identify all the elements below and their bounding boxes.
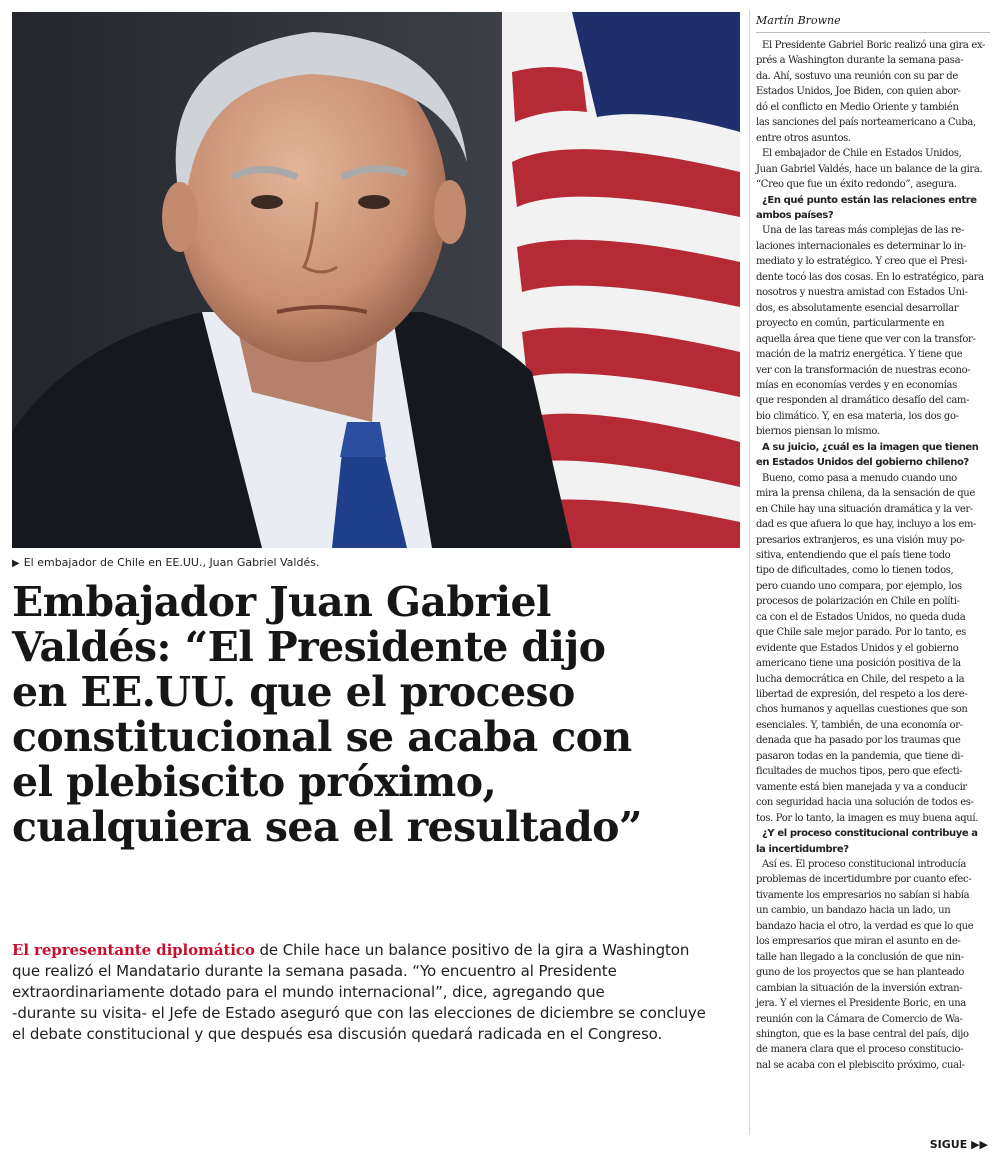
headline-line: Embajador Juan Gabriel — [12, 578, 551, 626]
text-line: Una de las tareas más complejas de las re- — [762, 225, 965, 237]
text-line: prés a Washington durante la semana pasa- — [756, 55, 964, 67]
text-line: “Creo que fue un éxito redondo”, asegura. — [756, 179, 957, 191]
text-line: Bueno, como pasa a menudo cuando uno — [762, 472, 957, 484]
text-line: da. Ahí, sostuvo una reunión con su par de — [756, 70, 958, 82]
headline-line: en EE.UU. que el proceso — [12, 668, 575, 716]
text-line: talle han llegado a la conclusión de que nin- — [756, 951, 964, 963]
lead-paragraph — [12, 940, 740, 1045]
article-paragraph — [756, 146, 990, 192]
text-line: ver con la transformación de nuestras econo- — [756, 364, 971, 376]
lead-line: extraordinariamente dotado para el mundo internacional”, dice, agregando que — [12, 983, 605, 1001]
portrait-photo — [12, 12, 740, 548]
interview-question — [756, 440, 990, 471]
text-line: evidente que Estados Unidos y el gobierno — [756, 642, 959, 654]
text-line: americano tiene una posición positiva de la — [756, 658, 961, 670]
text-line: shington, que es la base central del país, dijo — [756, 1029, 969, 1040]
text-line: nal se acaba con el plebiscito próximo, cual- — [756, 1059, 965, 1071]
text-line: con seguridad hacia una solución de todos es- — [756, 797, 974, 809]
text-line: las sanciones del país norteamericano a Cuba, — [756, 117, 976, 129]
text-line: tivamente los empresarios no sabían si había — [756, 889, 970, 901]
text-line: guno de los proyectos que se han planteado — [756, 967, 965, 979]
text-line: pero cuando uno compara, por ejemplo, los — [756, 580, 962, 592]
article-paragraph — [756, 471, 990, 826]
interview-question — [756, 193, 990, 224]
text-line: Así es. El proceso constitucional introducía — [762, 859, 966, 871]
byline: Martín Browne — [756, 14, 990, 33]
text-line: bandazo hacia el otro, la verdad es que lo que — [756, 920, 974, 932]
text-line: en Estados Unidos del gobierno chileno? — [756, 457, 969, 469]
text-line: ficultades de muchos tipos, pero que efecti- — [756, 766, 963, 778]
text-line: dos, es absolutamente esencial desarrollar — [756, 302, 959, 314]
text-line: tos. Por lo tanto, la imagen es muy buena aquí. — [756, 812, 979, 824]
text-line: dó el conflicto en Medio Oriente y también — [756, 101, 959, 113]
text-line: la incertidumbre? — [756, 843, 849, 855]
text-line: los empresarios que miran el asunto en de- — [756, 936, 961, 948]
text-line: mediato y lo estratégico. Y creo que el Presi- — [756, 256, 968, 268]
text-line: pasaron todas en la pandemia, que tiene di- — [756, 750, 964, 762]
text-line: esenciales. Y, también, de una economía or- — [756, 719, 963, 731]
continue-marker: SIGUE ▶▶ — [929, 1138, 988, 1151]
text-line: sitiva, entendiendo que el país tiene todo — [756, 549, 951, 561]
text-line: reunión con la Cámara de Comercio de Wa- — [756, 1013, 963, 1025]
text-line: El Presidente Gabriel Boric realizó una gira ex- — [762, 40, 986, 51]
headline-line: el plebiscito próximo, — [12, 758, 497, 806]
column-divider — [749, 10, 750, 1135]
headline-line: Valdés: “El Presidente dijo — [12, 623, 606, 671]
text-line: procesos de polarización en Chile en políti- — [756, 596, 960, 608]
text-line: libertad de expresión, del respeto a los dere- — [756, 689, 968, 701]
headline-line: constitucional se acaba con — [12, 713, 632, 761]
text-line: dente tocó las dos cosas. En lo estratégico, para — [756, 271, 984, 283]
text-line: en Chile hay una situación dramática y la ver- — [756, 503, 973, 515]
text-line: un cambio, un bandazo hacia un lado, un — [756, 905, 951, 917]
text-line: chos humanos y aquellas cuestiones que son — [756, 704, 968, 716]
text-line: presarios extranjeros, es una visión muy po- — [756, 534, 965, 546]
photo-caption — [12, 556, 740, 569]
text-line: A su juicio, ¿cuál es la imagen que tienen — [762, 441, 979, 453]
article-paragraph — [756, 223, 990, 439]
caption-text: El embajador de Chile en EE.UU., Juan Gabriel Valdés. — [23, 556, 320, 569]
text-line: vamente está bien manejada y va a conducir — [756, 781, 967, 793]
lead-kicker: El representante diplomático — [12, 941, 255, 959]
article-column — [756, 38, 990, 1073]
caption-marker-icon: ▶ — [12, 558, 20, 569]
text-line: bio climático. Y, en esa materia, los dos go- — [756, 410, 959, 422]
lead-line: -durante su visita- el Jefe de Estado aseguró que con las elecciones de diciembre se concluye — [12, 1004, 706, 1022]
text-line: ca con el de Estados Unidos, no queda duda — [756, 611, 966, 623]
text-line: Juan Gabriel Valdés, hace un balance de la gira. — [756, 163, 983, 175]
text-line: tipo de dificultades, como lo tienen todos, — [756, 565, 954, 577]
interview-question — [756, 826, 990, 857]
text-line: ¿Y el proceso constitucional contribuye a — [762, 828, 978, 840]
text-line: proyecto en común, particularmente en — [756, 318, 945, 330]
text-line: mación de la matriz energética. Y tiene que — [756, 349, 963, 361]
text-line: entre otros asuntos. — [756, 132, 851, 144]
text-line: mira la prensa chilena, da la sensación de que — [756, 488, 975, 500]
text-line: ambos países? — [756, 209, 834, 221]
text-line: laciones internacionales es determinar lo in- — [756, 240, 967, 252]
headline-line: cualquiera sea el resultado” — [12, 803, 642, 851]
text-line: que Chile sale mejor parado. Por lo tanto, es — [756, 627, 966, 639]
text-line: mías en economías verdes y en economías — [756, 379, 957, 391]
lead-text: de Chile hace un balance positivo de la gira a Washington — [254, 941, 690, 959]
text-line: El embajador de Chile en Estados Unidos, — [762, 148, 962, 160]
text-line: que responden al dramático desafío del cam- — [756, 395, 970, 407]
text-line: lucha democrática en Chile, del respeto a la — [756, 673, 965, 685]
headline — [12, 580, 740, 850]
text-line: biernos piensan lo mismo. — [756, 426, 880, 438]
text-line: ¿En qué punto están las relaciones entre — [762, 194, 977, 206]
text-line: nosotros y nuestra amistad con Estados Uni- — [756, 287, 968, 299]
text-line: aquella área que tiene que ver con la transfor- — [756, 333, 976, 345]
text-line: Estados Unidos, Joe Biden, con quien abor- — [756, 86, 961, 98]
text-line: problemas de incertidumbre por cuanto efec- — [756, 874, 972, 886]
article-paragraph — [756, 38, 990, 146]
lead-line: que realizó el Mandatario durante la semana pasada. “Yo encuentro al Presidente — [12, 962, 617, 980]
text-line: cambian la situación de la inversión extran- — [756, 982, 963, 994]
article-paragraph — [756, 857, 990, 1073]
text-line: dad es que afuera lo que hay, incluyo a los em- — [756, 519, 977, 531]
text-line: denada que ha pasado por los traumas que — [756, 735, 961, 747]
portrait-illustration — [12, 12, 740, 548]
text-line: jera. Y el viernes el Presidente Boric, en una — [756, 998, 966, 1010]
text-line: de manera clara que el proceso constitucio- — [756, 1044, 964, 1056]
lead-line: el debate constitucional y que después esa discusión quedará radicada en el Congreso. — [12, 1025, 663, 1043]
